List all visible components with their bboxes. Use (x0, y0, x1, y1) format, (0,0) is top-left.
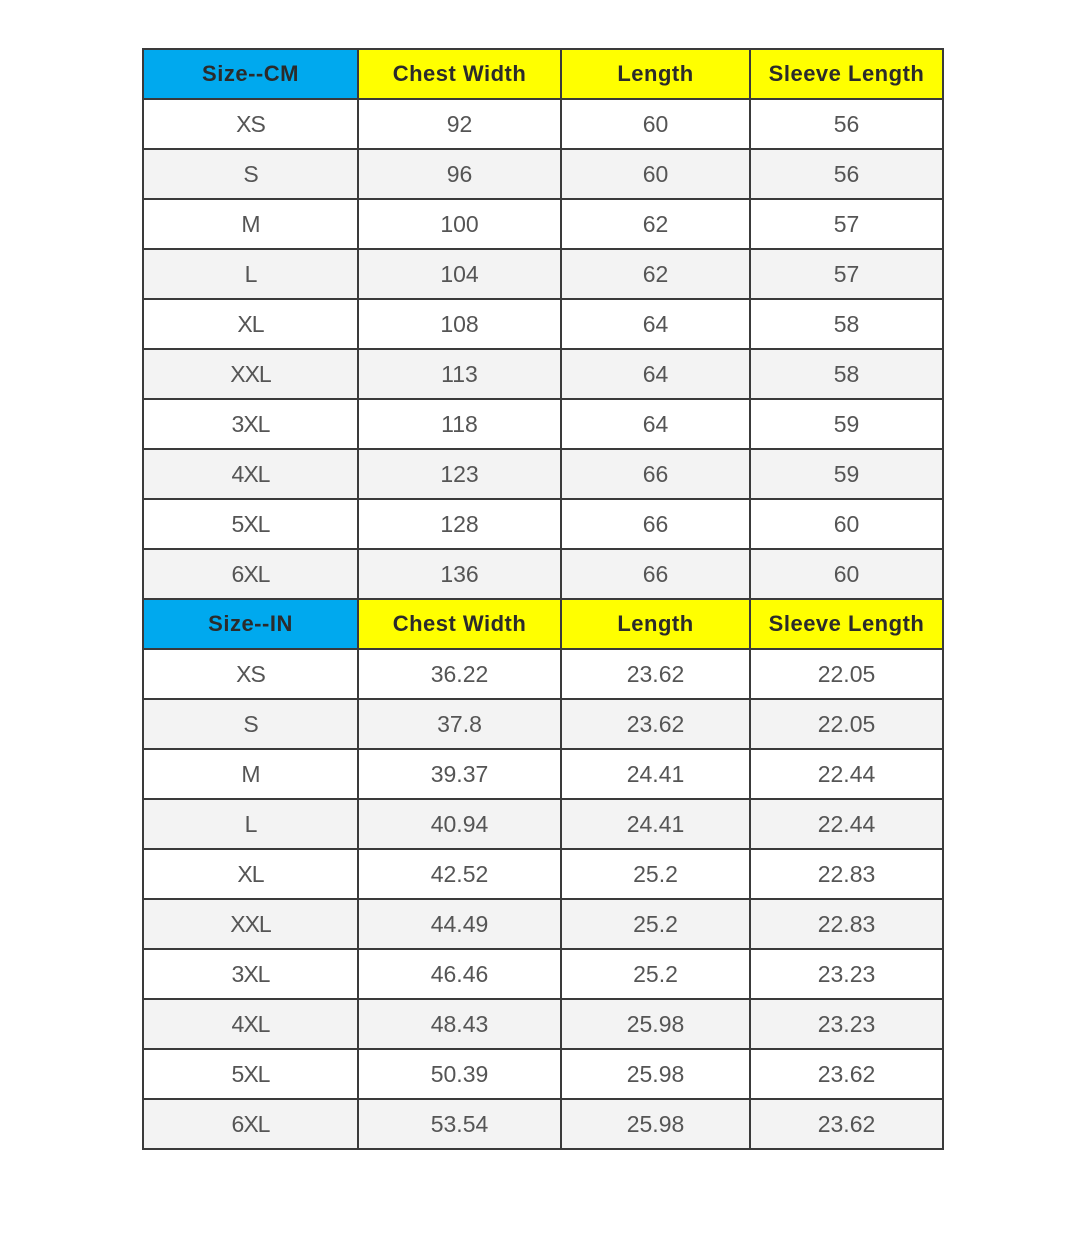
table-row (143, 499, 943, 549)
in-cell-sleeve-length: 22.83 (750, 899, 943, 949)
in-cell-sleeve-length: 22.83 (750, 849, 943, 899)
in-cell-sleeve-length: 22.44 (750, 749, 943, 799)
cm-cell-chest-width: 100 (358, 199, 561, 249)
table-row (143, 449, 943, 499)
cm-cell-sleeve-length: 60 (750, 549, 943, 599)
cm-header-row (143, 49, 943, 99)
in-cell-chest-width: 44.49 (358, 899, 561, 949)
in-cell-sleeve-length: 23.23 (750, 999, 943, 1049)
cm-cell-length: 64 (561, 299, 750, 349)
in-cell-size: 4XL (143, 999, 358, 1049)
table-row (143, 999, 943, 1049)
in-cell-chest-width: 46.46 (358, 949, 561, 999)
in-cell-length: 25.98 (561, 1049, 750, 1099)
table-row (143, 149, 943, 199)
in-cell-size: 3XL (143, 949, 358, 999)
in-cell-chest-width: 37.8 (358, 699, 561, 749)
in-cell-length: 25.98 (561, 999, 750, 1049)
table-row (143, 99, 943, 149)
in-header-row (143, 599, 943, 649)
cm-cell-length: 64 (561, 349, 750, 399)
cm-cell-sleeve-length: 57 (750, 249, 943, 299)
cm-cell-chest-width: 118 (358, 399, 561, 449)
in-cell-size: 6XL (143, 1099, 358, 1149)
in-cell-size: XL (143, 849, 358, 899)
cm-cell-length: 62 (561, 199, 750, 249)
cm-cell-length: 62 (561, 249, 750, 299)
in-cell-length: 24.41 (561, 799, 750, 849)
table-row (143, 399, 943, 449)
in-cell-size: S (143, 699, 358, 749)
cm-cell-sleeve-length: 56 (750, 149, 943, 199)
table-row (143, 1049, 943, 1099)
cm-cell-chest-width: 104 (358, 249, 561, 299)
in-cell-length: 23.62 (561, 699, 750, 749)
cm-cell-chest-width: 128 (358, 499, 561, 549)
cm-cell-length: 64 (561, 399, 750, 449)
cm-header-chest-width: Chest Width (358, 49, 561, 99)
table-row (143, 949, 943, 999)
cm-cell-chest-width: 96 (358, 149, 561, 199)
cm-cell-size: XS (143, 99, 358, 149)
cm-cell-length: 60 (561, 99, 750, 149)
cm-header-size: Size--CM (143, 49, 358, 99)
in-cell-length: 24.41 (561, 749, 750, 799)
in-cell-chest-width: 42.52 (358, 849, 561, 899)
size-chart-body (143, 49, 943, 1149)
cm-cell-chest-width: 108 (358, 299, 561, 349)
cm-cell-size: 6XL (143, 549, 358, 599)
cm-cell-chest-width: 113 (358, 349, 561, 399)
in-cell-chest-width: 40.94 (358, 799, 561, 849)
cm-cell-size: S (143, 149, 358, 199)
in-cell-length: 25.2 (561, 899, 750, 949)
cm-cell-size: 5XL (143, 499, 358, 549)
table-row (143, 299, 943, 349)
cm-cell-size: XXL (143, 349, 358, 399)
in-cell-sleeve-length: 23.62 (750, 1049, 943, 1099)
cm-cell-chest-width: 92 (358, 99, 561, 149)
cm-cell-size: L (143, 249, 358, 299)
cm-cell-sleeve-length: 57 (750, 199, 943, 249)
cm-cell-length: 66 (561, 449, 750, 499)
table-row (143, 849, 943, 899)
in-header-length: Length (561, 599, 750, 649)
in-header-size: Size--IN (143, 599, 358, 649)
in-cell-size: XXL (143, 899, 358, 949)
in-cell-chest-width: 53.54 (358, 1099, 561, 1149)
in-header-sleeve-length: Sleeve Length (750, 599, 943, 649)
cm-header-length: Length (561, 49, 750, 99)
in-cell-sleeve-length: 22.05 (750, 699, 943, 749)
table-row (143, 899, 943, 949)
table-row (143, 749, 943, 799)
cm-cell-chest-width: 136 (358, 549, 561, 599)
in-cell-chest-width: 48.43 (358, 999, 561, 1049)
in-cell-length: 23.62 (561, 649, 750, 699)
in-cell-size: M (143, 749, 358, 799)
table-row (143, 649, 943, 699)
cm-cell-length: 66 (561, 499, 750, 549)
cm-cell-sleeve-length: 60 (750, 499, 943, 549)
in-cell-length: 25.2 (561, 849, 750, 899)
in-cell-chest-width: 50.39 (358, 1049, 561, 1099)
in-cell-size: XS (143, 649, 358, 699)
in-cell-length: 25.98 (561, 1099, 750, 1149)
in-cell-chest-width: 36.22 (358, 649, 561, 699)
cm-cell-sleeve-length: 59 (750, 449, 943, 499)
table-row (143, 1099, 943, 1149)
cm-cell-size: M (143, 199, 358, 249)
cm-cell-length: 66 (561, 549, 750, 599)
in-cell-size: L (143, 799, 358, 849)
size-chart-table (142, 48, 944, 1150)
cm-cell-size: 4XL (143, 449, 358, 499)
cm-cell-length: 60 (561, 149, 750, 199)
cm-cell-sleeve-length: 56 (750, 99, 943, 149)
in-cell-length: 25.2 (561, 949, 750, 999)
table-row (143, 699, 943, 749)
cm-cell-size: XL (143, 299, 358, 349)
in-cell-sleeve-length: 22.05 (750, 649, 943, 699)
in-cell-chest-width: 39.37 (358, 749, 561, 799)
table-row (143, 799, 943, 849)
table-row (143, 199, 943, 249)
cm-cell-sleeve-length: 59 (750, 399, 943, 449)
table-row (143, 349, 943, 399)
cm-cell-sleeve-length: 58 (750, 349, 943, 399)
in-header-chest-width: Chest Width (358, 599, 561, 649)
in-cell-sleeve-length: 23.23 (750, 949, 943, 999)
cm-cell-size: 3XL (143, 399, 358, 449)
cm-cell-chest-width: 123 (358, 449, 561, 499)
cm-cell-sleeve-length: 58 (750, 299, 943, 349)
in-cell-sleeve-length: 22.44 (750, 799, 943, 849)
table-row (143, 249, 943, 299)
in-cell-sleeve-length: 23.62 (750, 1099, 943, 1149)
table-row (143, 549, 943, 599)
cm-header-sleeve-length: Sleeve Length (750, 49, 943, 99)
in-cell-size: 5XL (143, 1049, 358, 1099)
